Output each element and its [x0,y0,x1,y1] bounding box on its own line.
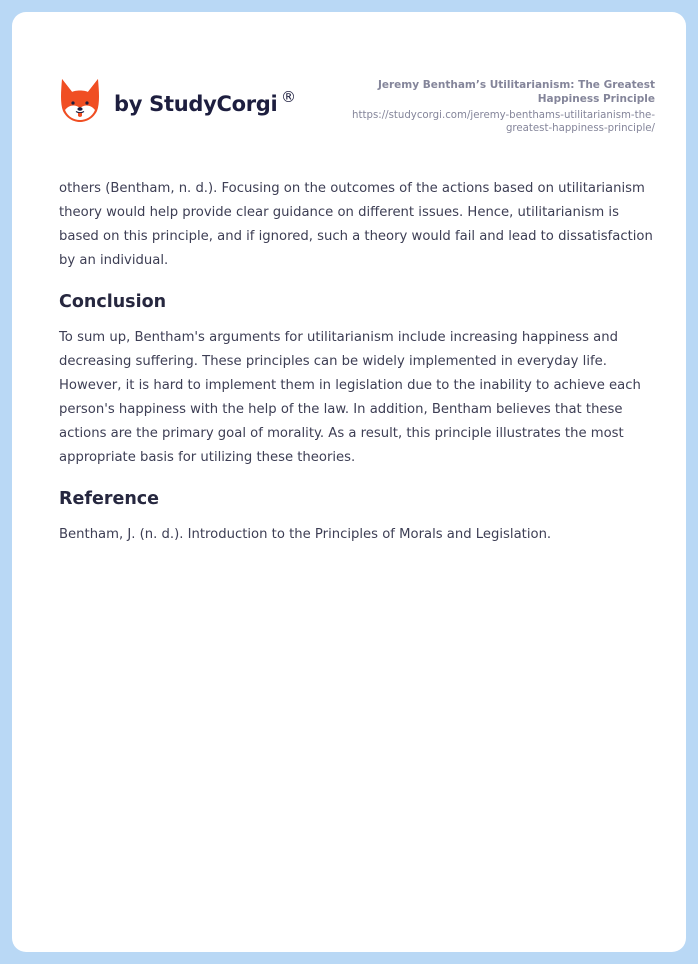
conclusion-paragraph: To sum up, Bentham's arguments for utilitarianism include increasing happiness and decreasing suffering. These principles can be widely implemented in everyday life. However, it is hard to implement them in legislation due to the inability to achieve each person's happiness with the help of the law. In addition, Bentham believes that these actions are the primary goal of morality. As a result, this principle illustrates the most appropriate basis for utilizing these theories. [59,330,641,465]
intro-paragraph: others (Bentham, n. d.). Focusing on the outcomes of the actions based on utilitarianism theory would help provide clear guidance on different issues. Hence, utilitarianism is based on this principle, and if ignored, such a theory would fail and lead to dissatisfaction by an individual. [59,181,653,268]
brand-name: by StudyCorgi [114,92,278,116]
page-header [59,72,655,142]
document-meta [315,78,655,135]
document-content [59,177,659,547]
document-url[interactable]: https://studycorgi.com/jeremy-benthams-utilitarianism-the-greatest-happiness-principle/ [352,110,655,134]
document-title: Jeremy Bentham’s Utilitarianism: The Greatest Happiness Principle [377,79,655,105]
studycorgi-logo[interactable] [59,77,277,123]
reference-entry: Bentham, J. (n. d.). Introduction to the Principles of Morals and Legislation. [59,527,552,542]
registered-mark: ® [281,88,296,106]
document-page [12,12,686,952]
corgi-icon [59,77,101,123]
conclusion-heading: Conclusion [59,292,167,312]
reference-heading: Reference [59,489,160,509]
